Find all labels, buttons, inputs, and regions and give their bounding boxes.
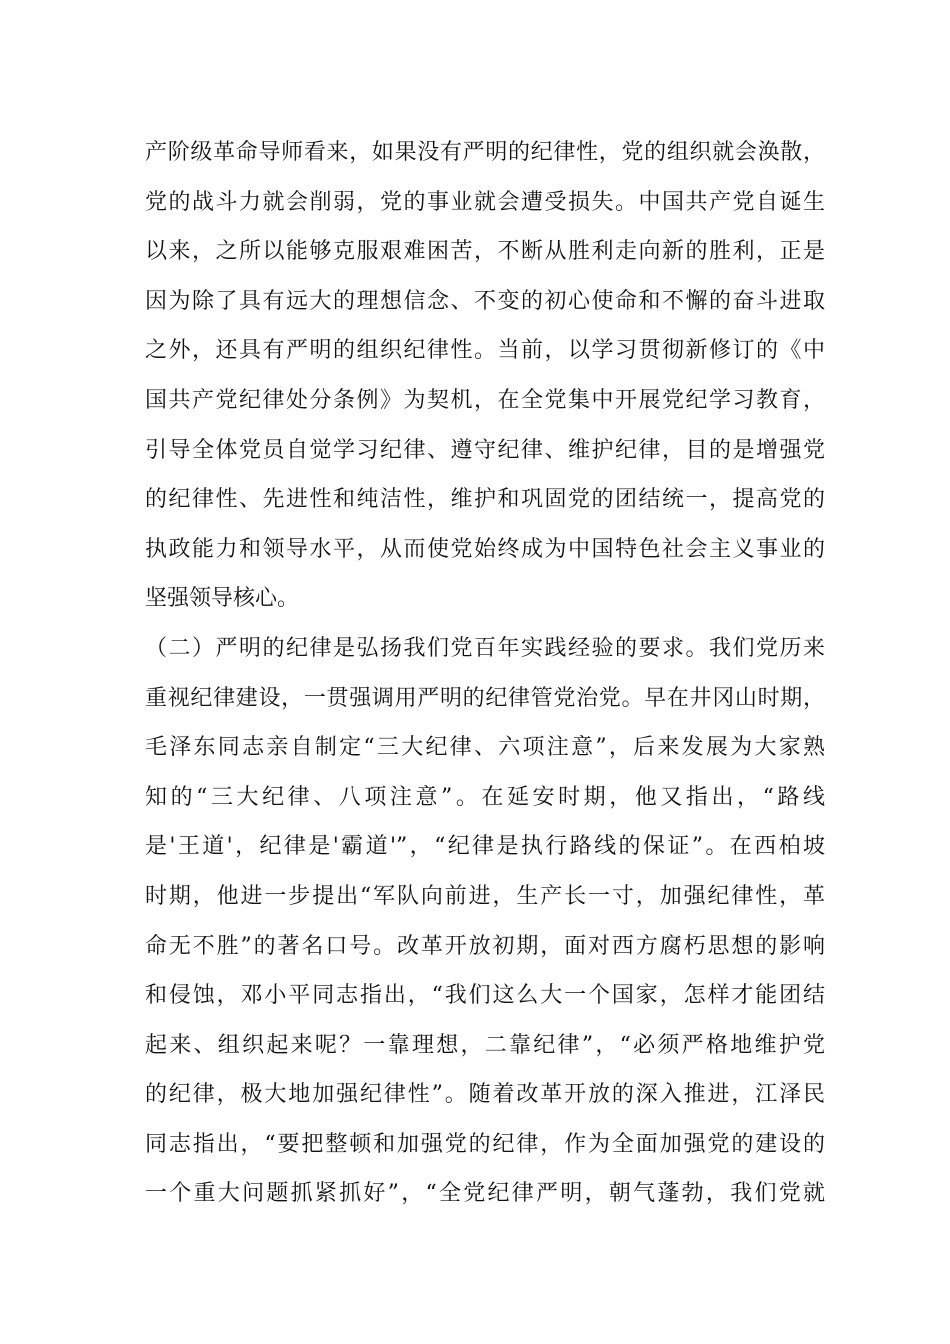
text-line: 和侵蚀，邓小平同志指出，“我们这么大一个国家，怎样才能团结 [145,983,825,1009]
text-line: 引导全体党员自觉学习纪律、遵守纪律、维护纪律，目的是增强党 [145,437,825,463]
text-line: 知的“三大纪律、八项注意”。在延安时期，他又指出，“路线 [145,784,825,810]
body-text [145,128,825,1219]
text-line: 的纪律，极大地加强纪律性”。随着改革开放的深入推进，江泽民 [145,1082,825,1108]
text-line: 起来、组织起来呢？一靠理想，二靠纪律”，“必须严格地维护党 [145,1032,825,1058]
text-line: 因为除了具有远大的理想信念、不变的初心使命和不懈的奋斗进取 [145,288,825,314]
text-line: 一个重大问题抓紧抓好”，“全党纪律严明，朝气蓬勃，我们党就 [145,1181,825,1207]
text-line: 同志指出，“要把整顿和加强党的纪律，作为全面加强党的建设的 [145,1131,825,1157]
text-line: 是'王道'，纪律是'霸道'”，“纪律是执行路线的保证”。在西柏坡 [145,834,825,860]
text-line: 时期，他进一步提出“军队向前进，生产长一寸，加强纪律性，革 [145,883,825,909]
text-line: 国共产党纪律处分条例》为契机，在全党集中开展党纪学习教育， [145,387,825,413]
text-line: 命无不胜”的著名口号。改革开放初期，面对西方腐朽思想的影响 [145,933,825,959]
text-line: 以来，之所以能够克服艰难困苦，不断从胜利走向新的胜利，正是 [145,239,825,265]
text-line: 坚强领导核心。 [145,586,300,612]
text-line: 毛泽东同志亲自制定“三大纪律、六项注意”，后来发展为大家熟 [145,735,825,761]
text-line: 执政能力和领导水平，从而使党始终成为中国特色社会主义事业的 [145,536,825,562]
text-line: 的纪律性、先进性和纯洁性，维护和巩固党的团结统一，提高党的 [145,487,825,513]
section-heading-line: （二）严明的纪律是弘扬我们党百年实践经验的要求。我们党历来 [145,635,825,661]
text-line: 重视纪律建设，一贯强调用严明的纪律管党治党。早在井冈山时期， [145,685,825,711]
text-line: 产阶级革命导师看来，如果没有严明的纪律性，党的组织就会涣散， [145,140,825,165]
text-line: 之外，还具有严明的组织纪律性。当前，以学习贯彻新修订的《中 [145,338,825,364]
text-line: 党的战斗力就会削弱，党的事业就会遭受损失。中国共产党自诞生 [145,189,825,215]
